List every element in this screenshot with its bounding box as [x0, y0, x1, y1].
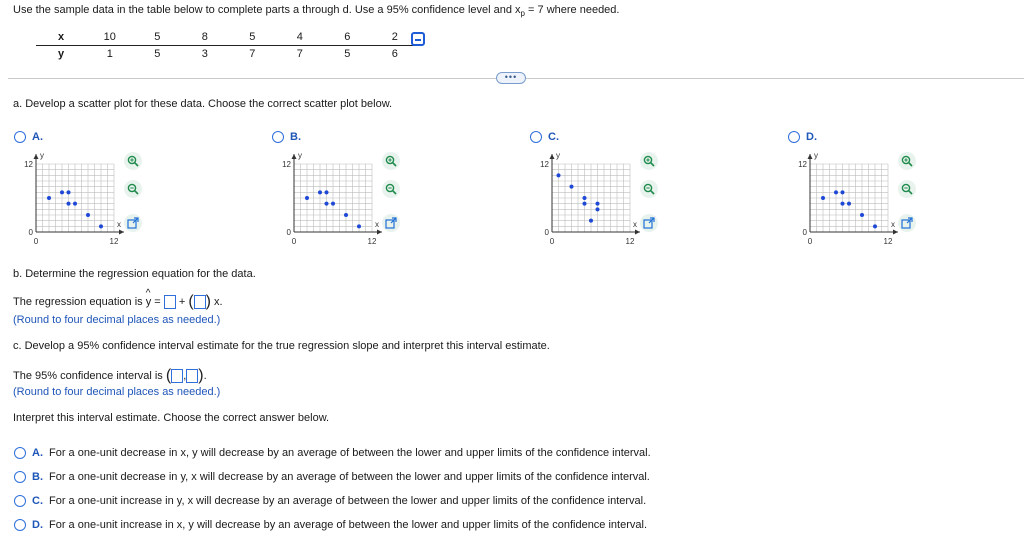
radio-button[interactable]: [272, 131, 284, 143]
scatter-point: [596, 202, 600, 206]
scatter-point: [557, 173, 561, 177]
ci-separator: ,: [183, 369, 187, 382]
ci-lower-input[interactable]: [171, 369, 183, 383]
x-axis-arrow: [893, 230, 898, 235]
scatter-point: [331, 202, 335, 206]
scatter-point: [325, 190, 329, 194]
option-text: For a one-unit decrease in y, x will decrease by an average of between the lower and upper limits of the confidence interval.: [49, 471, 650, 483]
option-letter: A.: [32, 131, 43, 143]
radio-button[interactable]: [14, 447, 26, 459]
problem-prompt: [13, 4, 619, 18]
scatter-point: [60, 190, 64, 194]
x-axis-arrow: [119, 230, 124, 235]
more-button[interactable]: •••: [496, 72, 526, 84]
scatter-point: [834, 190, 838, 194]
zoom-out-icon[interactable]: [382, 180, 400, 198]
scatter-point: [596, 207, 600, 211]
x-max-label: 12: [367, 237, 377, 246]
scatter-point: [86, 213, 90, 217]
radio-button[interactable]: [14, 471, 26, 483]
y-axis-arrow: [808, 154, 813, 159]
option-text: For a one-unit increase in y, x will decrease by an average of between the lower and upper limits of the confidence interval.: [49, 495, 647, 507]
option-letter: A.: [32, 447, 43, 459]
interpret-option-c[interactable]: [14, 495, 646, 507]
scatter-point: [583, 196, 587, 200]
table-cell-x: 8: [181, 31, 229, 45]
copy-table-button[interactable]: [411, 32, 425, 46]
prompt-subscript: p: [520, 9, 525, 19]
scatter-point: [589, 219, 593, 223]
table-cell-y: 7: [296, 47, 303, 60]
ci-upper-input[interactable]: [186, 369, 198, 383]
table-cell-x: 6: [324, 31, 372, 45]
table-cell-y: 7: [249, 47, 256, 60]
table-cell-y: 3: [201, 47, 208, 60]
y-max-label: 12: [540, 160, 549, 169]
y-axis-letter: y: [298, 151, 302, 160]
zoom-in-icon[interactable]: [382, 152, 400, 170]
table-header-x: x: [36, 31, 86, 45]
regression-equation: [13, 295, 223, 309]
intercept-input[interactable]: [164, 295, 176, 309]
x-max-label: 12: [625, 237, 635, 246]
y-hat: ^ y: [146, 296, 152, 308]
zoom-in-icon[interactable]: [898, 152, 916, 170]
part-a-question: a. Develop a scatter plot for these data. Choose the correct scatter plot below.: [13, 98, 393, 110]
y-zero-label: 0: [28, 228, 33, 237]
scatter-option-label[interactable]: [14, 131, 43, 143]
option-text: For a one-unit increase in x, y will decrease by an average of between the lower and upper limits of the confidence interval.: [49, 519, 647, 531]
option-letter: D.: [806, 131, 817, 143]
scatter-point: [67, 190, 71, 194]
y-axis-arrow: [292, 154, 297, 159]
table-header-y: y: [57, 47, 65, 60]
scatter-plot-c: [530, 150, 637, 254]
ci-prefix: The 95% confidence interval is: [13, 369, 163, 382]
zoom-in-icon[interactable]: [124, 152, 142, 170]
data-table: [36, 31, 419, 61]
close-paren: ): [205, 293, 211, 310]
y-zero-label: 0: [802, 228, 807, 237]
x-axis-arrow: [635, 230, 640, 235]
eq-plus: +: [178, 295, 186, 308]
x-zero-label: 0: [33, 237, 39, 246]
scatter-option-label[interactable]: [530, 131, 559, 143]
scatter-option-label[interactable]: [272, 131, 301, 143]
confidence-interval: [13, 369, 207, 383]
scatter-point: [570, 185, 574, 189]
expand-icon[interactable]: [124, 214, 142, 232]
expand-icon[interactable]: [640, 214, 658, 232]
table-cell-y: 5: [154, 47, 161, 60]
y-max-label: 12: [24, 160, 33, 169]
x-zero-label: 0: [291, 237, 297, 246]
prompt-text: Use the sample data in the table below to complete parts a through d. Use a 95% confidence level and x: [13, 4, 521, 16]
table-cell-x: 2: [371, 31, 419, 45]
radio-button[interactable]: [788, 131, 800, 143]
part-c-hint: (Round to four decimal places as needed.): [13, 386, 221, 398]
expand-icon[interactable]: [898, 214, 916, 232]
x-axis-letter: x: [117, 220, 121, 229]
slope-input[interactable]: [194, 295, 206, 309]
scatter-point: [47, 196, 51, 200]
eq-equals: =: [154, 295, 161, 308]
scatter-point: [99, 224, 103, 228]
x-max-label: 12: [109, 237, 119, 246]
table-cell-y: 6: [391, 47, 398, 60]
open-paren: (: [188, 293, 194, 310]
y-axis-letter: y: [814, 151, 818, 160]
scatter-point: [583, 202, 587, 206]
table-cell-y: 5: [344, 47, 351, 60]
x-axis-arrow: [377, 230, 382, 235]
x-max-label: 12: [883, 237, 893, 246]
scatter-plot-d: [788, 150, 895, 254]
radio-button[interactable]: [14, 495, 26, 507]
scatter-point: [873, 224, 877, 228]
scatter-point: [847, 202, 851, 206]
scatter-point: [67, 202, 71, 206]
option-letter: D.: [32, 519, 43, 531]
table-cell-y: 1: [106, 47, 113, 60]
ci-open-paren: (: [165, 367, 172, 384]
ci-close-paren: ): [198, 367, 204, 384]
radio-button[interactable]: [530, 131, 542, 143]
scatter-point: [841, 202, 845, 206]
y-zero-label: 0: [544, 228, 549, 237]
part-b-hint: (Round to four decimal places as needed.): [13, 314, 221, 326]
scatter-plot-b: [272, 150, 379, 254]
scatter-point: [821, 196, 825, 200]
scatter-point: [73, 202, 77, 206]
scatter-point: [318, 190, 322, 194]
part-c-question: c. Develop a 95% confidence interval estimate for the true regression slope and interpret this interval estimate.: [13, 340, 550, 352]
zoom-in-icon[interactable]: [640, 152, 658, 170]
eq-x-suffix: x.: [214, 295, 223, 308]
table-cell-x: 5: [229, 31, 277, 45]
radio-button[interactable]: [14, 519, 26, 531]
option-letter: C.: [32, 495, 43, 507]
x-axis-letter: x: [375, 220, 379, 229]
y-max-label: 12: [798, 160, 807, 169]
table-cell-x: 10: [86, 31, 134, 45]
eq-prefix: The regression equation is: [13, 295, 143, 308]
table-cell-x: 5: [134, 31, 182, 45]
x-zero-label: 0: [549, 237, 555, 246]
prompt-text-end: = 7 where needed.: [524, 4, 620, 16]
scatter-point: [860, 213, 864, 217]
y-zero-label: 0: [286, 228, 291, 237]
scatter-point: [357, 224, 361, 228]
x-zero-label: 0: [807, 237, 813, 246]
y-axis-letter: y: [40, 151, 44, 160]
zoom-out-icon[interactable]: [124, 180, 142, 198]
scatter-point: [344, 213, 348, 217]
interpret-option-d[interactable]: [14, 519, 647, 531]
table-cell-x: 4: [276, 31, 324, 45]
ci-end: .: [203, 369, 207, 382]
interpret-option-b[interactable]: [14, 471, 650, 483]
scatter-point: [841, 190, 845, 194]
x-axis-letter: x: [633, 220, 637, 229]
zoom-out-icon[interactable]: [898, 180, 916, 198]
option-letter: B.: [32, 471, 43, 483]
radio-button[interactable]: [14, 131, 26, 143]
option-letter: B.: [290, 131, 301, 143]
scatter-plot-a: [14, 150, 121, 254]
scatter-point: [325, 202, 329, 206]
scatter-point: [305, 196, 309, 200]
y-axis-letter: y: [556, 151, 560, 160]
y-max-label: 12: [282, 160, 291, 169]
option-letter: C.: [548, 131, 559, 143]
interpret-option-a[interactable]: [14, 447, 651, 459]
scatter-option-label[interactable]: [788, 131, 817, 143]
interpret-prompt: Interpret this interval estimate. Choose the correct answer below.: [13, 412, 330, 424]
y-axis-arrow: [34, 154, 39, 159]
part-b-question: b. Determine the regression equation for the data.: [13, 268, 256, 280]
option-text: For a one-unit decrease in x, y will decrease by an average of between the lower and upper limits of the confidence interval.: [49, 447, 651, 459]
y-axis-arrow: [550, 154, 555, 159]
zoom-out-icon[interactable]: [640, 180, 658, 198]
expand-icon[interactable]: [382, 214, 400, 232]
x-axis-letter: x: [891, 220, 895, 229]
